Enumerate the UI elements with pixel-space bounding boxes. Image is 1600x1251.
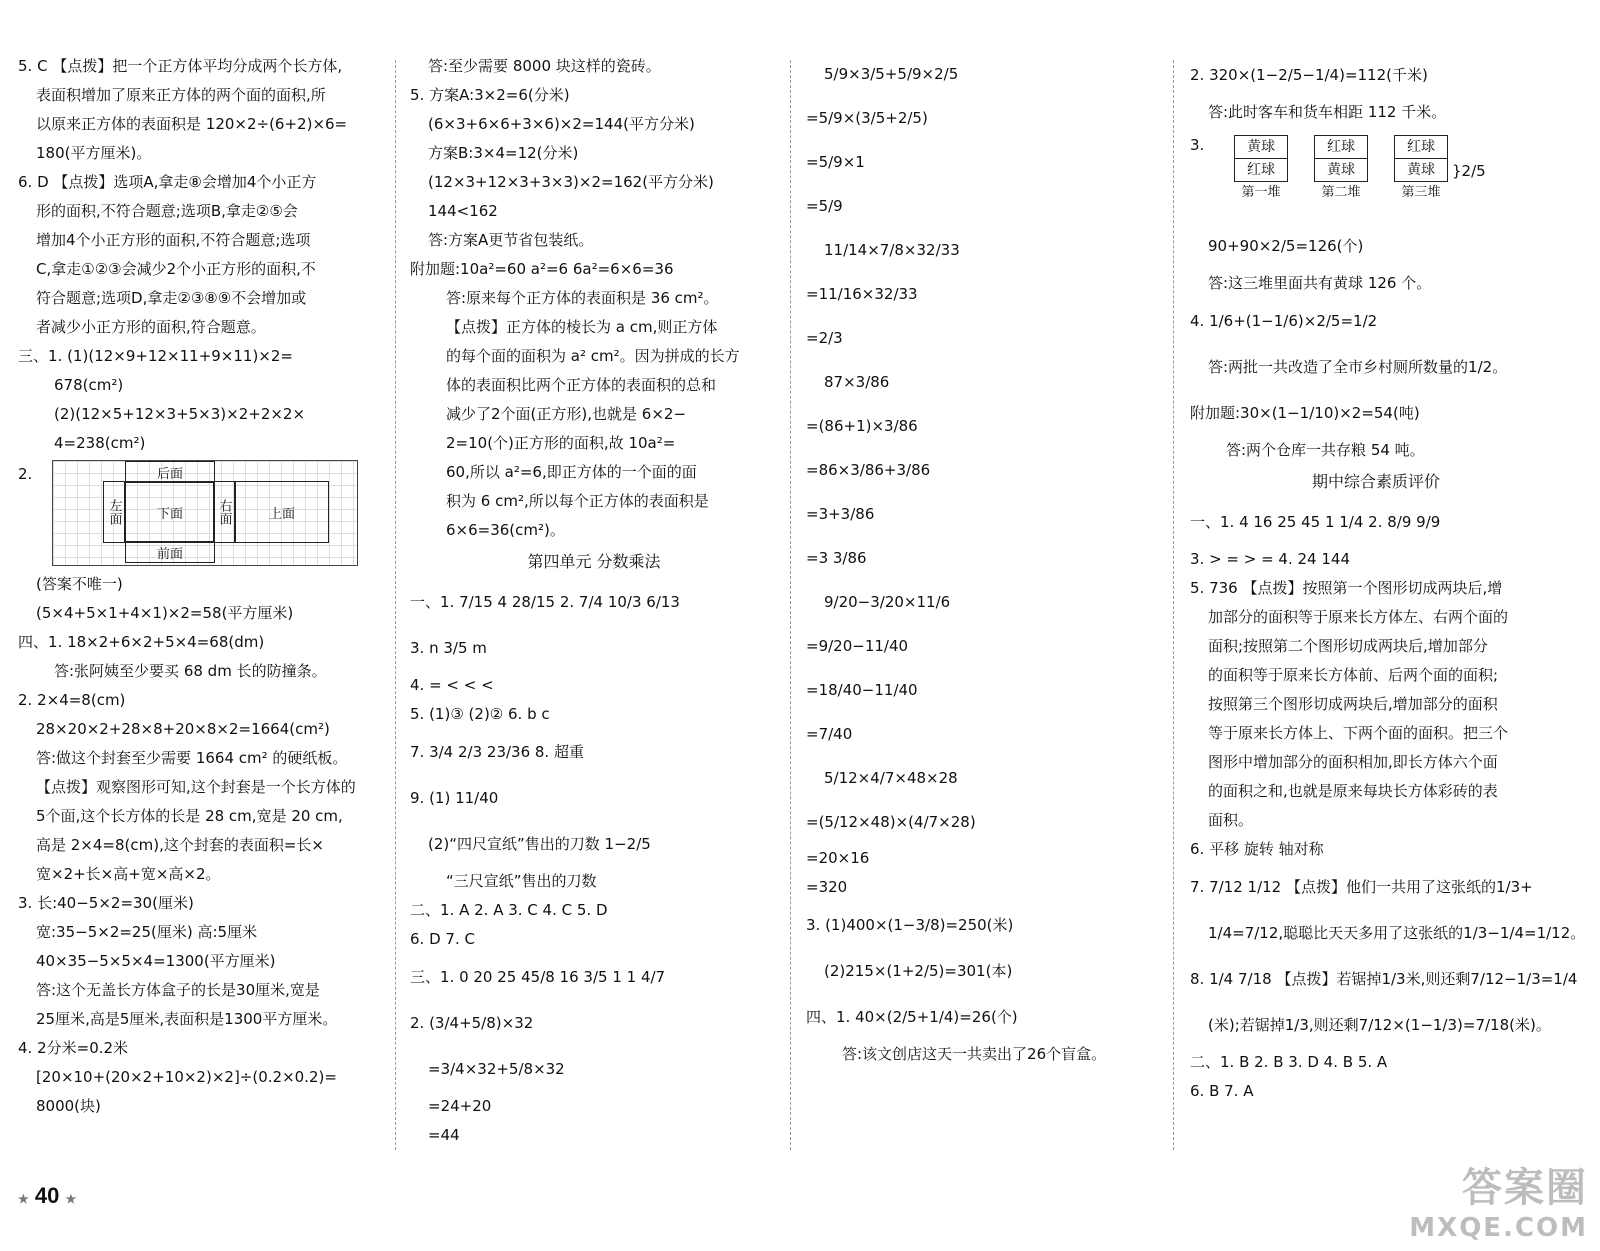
text-line: (2)(12×5+12×3+5×3)×2+2×2× [54,405,306,423]
text-line: =9/20−11/40 [806,637,909,655]
text-line: 以原来正方体的表面积是 120×2÷(6+2)×6= [36,115,348,133]
text-line: 7. 7/12 1/12 【点拨】他们一共用了这张纸的1/3+ [1190,878,1533,896]
ball-box [1394,135,1448,182]
text-line: 答:方案A更节省包装纸。 [428,231,594,249]
ball-bottom-label: 黄球 [1315,158,1367,181]
ball-bottom-label: 黄球 [1395,158,1447,181]
text-line: 二、1. A 2. A 3. C 4. C 5. D [410,901,608,919]
text-line: 四、1. 18×2+6×2+5×4=68(dm) [18,633,265,651]
text-line: 4. 2分米=0.2米 [18,1039,129,1057]
text-line: 答:原来每个正方体的表面积是 36 cm²。 [446,289,719,307]
text-line: 3. > = > = 4. 24 144 [1190,550,1350,568]
text-line: =11/16×32/33 [806,285,918,303]
text-line: 面积。 [1208,811,1254,829]
cuboid-net-diagram [52,460,358,566]
ball-box [1314,135,1368,182]
text-line: 答:至少需要 8000 块这样的瓷砖。 [428,57,661,75]
text-line: “三尺宣纸”售出的刀数 [446,872,597,890]
ball-top-label: 红球 [1327,139,1355,155]
net-face-front: 前面 [125,541,215,563]
ball-top-label: 红球 [1407,139,1435,155]
text-line: 的每个面的面积为 a² cm²。因为拼成的长方 [446,347,740,365]
page-number [18,1183,76,1209]
text-line: (12×3+12×3+3×3)×2=162(平方分米) [428,173,714,191]
text-line: 【点拨】正方体的棱长为 a cm,则正方体 [446,318,718,336]
text-line: =(5/12×48)×(4/7×28) [806,813,976,831]
text-line: =5/9×(3/5+2/5) [806,109,928,127]
page-number-value: 40 [34,1183,60,1208]
text-line: 3. (1)400×(1−3/8)=250(米) [806,916,1014,934]
text-line: =7/40 [806,725,853,743]
net-face-top: 上面 [235,481,329,543]
text-line: 积为 6 cm²,所以每个正方体的表面积是 [446,492,709,510]
text-line: 6. 平移 旋转 轴对称 [1190,840,1324,858]
text-line: 宽×2+长×高+宽×高×2。 [36,865,221,883]
text-line: =86×3/86+3/86 [806,461,931,479]
answer-column-1 [18,52,380,1172]
pile-caption: 第一堆 [1241,185,1281,200]
text-line: 4. 1/6+(1−1/6)×2/5=1/2 [1190,312,1378,330]
text-line: =3+3/86 [806,505,875,523]
net-face-right: 右面 [213,481,235,543]
text-line: 等于原来长方体上、下两个面的面积。把三个 [1208,724,1509,742]
section-heading: 第四单元 分数乘法 [527,552,661,571]
question-label: 3. [1190,136,1205,154]
text-line: 一、1. 7/15 4 28/15 2. 7/4 10/3 6/13 [410,593,680,611]
column-divider [790,60,791,1150]
site-watermark [1409,1156,1588,1243]
text-line: 方案B:3×4=12(分米) [428,144,579,162]
text-line: 11/14×7/8×32/33 [824,241,960,259]
text-line: =5/9 [806,197,843,215]
text-line: =44 [428,1126,460,1144]
text-line: C,拿走①②③会减少2个小正方形的面积,不 [36,260,316,278]
text-line: (5×4+5×1+4×1)×2=58(平方厘米) [36,604,294,622]
text-line: 25厘米,高是5厘米,表面积是1300平方厘米。 [36,1010,338,1028]
text-line: 答:这三堆里面共有黄球 126 个。 [1208,274,1432,292]
text-line: 宽:35−5×2=25(厘米) 高:5厘米 [36,923,258,941]
text-line: =18/40−11/40 [806,681,918,699]
section-heading: 期中综合素质评价 [1311,472,1440,491]
text-line: 5. (1)③ (2)② 6. b c [410,705,550,723]
text-line: 5/12×4/7×48×28 [824,769,958,787]
text-line: 4. = < < < [410,676,494,694]
text-line: 5. C 【点拨】把一个正方体平均分成两个长方体, [18,57,343,75]
text-line: (2)“四尺宣纸”售出的刀数 1−2/5 [428,835,651,853]
text-line: (6×3+6×6+3×6)×2=144(平方分米) [428,115,695,133]
text-line: =24+20 [428,1097,492,1115]
text-line: 5. 方案A:3×2=6(分米) [410,86,570,104]
text-line: =(86+1)×3/86 [806,417,918,435]
question-label: 2. [18,465,33,483]
text-line: 增加4个小正方形的面积,不符合题意;选项 [36,231,311,249]
text-line: =20×16 [806,849,870,867]
text-line: 60,所以 a²=6,即正方体的一个面的面 [446,463,697,481]
text-line: 高是 2×4=8(cm),这个封套的表面积=长× [36,836,325,854]
text-line: =3 3/86 [806,549,867,567]
net-face-left: 左面 [103,481,125,543]
ball-pile [1314,135,1368,204]
text-line: 90+90×2/5=126(个) [1208,237,1364,255]
text-line: 表面积增加了原来正方体的两个面的面积,所 [36,86,326,104]
star-icon: ★ [18,1192,29,1206]
text-line: 3. n 3/5 m [410,639,487,657]
text-line: 体的表面积比两个正方体的表面积的总和 [446,376,717,394]
text-line: 2. (3/4+5/8)×32 [410,1014,534,1032]
text-line: 的面积之和,也就是原来每块长方体彩砖的表 [1208,782,1498,800]
text-line: 答:这个无盖长方体盒子的长是30厘米,宽是 [36,981,320,999]
ball-diagram-block [1190,131,1562,223]
text-line: 1/4=7/12,聪聪比天天多用了这张纸的1/3−1/4=1/12。 [1208,924,1586,942]
text-line: 9. (1) 11/40 [410,789,499,807]
text-line: 加部分的面积等于原来长方体左、右两个面的 [1208,608,1509,626]
text-line: 2=10(个)正方形的面积,故 10a²= [446,434,676,452]
text-line: 一、1. 4 16 25 45 1 1/4 2. 8/9 9/9 [1190,513,1441,531]
text-line: 180(平方厘米)。 [36,144,152,162]
net-face-back: 后面 [125,461,215,483]
text-line: 四、1. 40×(2/5+1/4)=26(个) [806,1008,1018,1026]
text-line: 答:此时客车和货车相距 112 千米。 [1208,103,1447,121]
text-line: 形的面积,不符合题意;选项B,拿走②⑤会 [36,202,298,220]
text-line: =5/9×1 [806,153,865,171]
pile-caption: 第三堆 [1401,185,1441,200]
text-line: =320 [806,878,848,896]
text-line: 附加题:30×(1−1/10)×2=54(吨) [1190,404,1420,422]
ball-piles [1234,135,1486,204]
ball-bottom-label: 红球 [1235,158,1287,181]
text-line: 三、1. (1)(12×9+12×11+9×11)×2= [18,347,293,365]
text-line: 6×6=36(cm²)。 [446,521,565,539]
ball-pile [1394,135,1448,204]
ball-box [1234,135,1288,182]
text-line: 面积;按照第二个图形切成两块后,增加部分 [1208,637,1488,655]
text-line: 5. 736 【点拨】按照第一个图形切成两块后,增 [1190,579,1503,597]
text-line: 者减少小正方形的面积,符合题意。 [36,318,266,336]
text-line: 5个面,这个长方体的长是 28 cm,宽是 20 cm, [36,807,343,825]
ball-top-label: 黄球 [1247,139,1275,155]
text-line: 图形中增加部分的面积相加,即长方体六个面 [1208,753,1498,771]
text-line: =3/4×32+5/8×32 [428,1060,565,1078]
text-line: 2. 320×(1−2/5−1/4)=112(千米) [1190,66,1428,84]
column-divider [1173,60,1174,1150]
text-line: 答:该文创店这天一共卖出了26个盲盒。 [842,1045,1107,1063]
watermark-url: MXQE.COM [1409,1213,1588,1243]
watermark-logo-text: 答案圈 [1462,1165,1588,1211]
text-line: 678(cm²) [54,376,124,394]
text-line: 答:做这个封套至少需要 1664 cm² 的硬纸板。 [36,749,348,767]
text-line: 8000(块) [36,1097,101,1115]
net-diagram-block [18,460,380,566]
text-line: 6. B 7. A [1190,1082,1254,1100]
ball-pile [1234,135,1288,204]
text-line: 7. 3/4 2/3 23/36 8. 超重 [410,743,584,761]
text-line: 二、1. B 2. B 3. D 4. B 5. A [1190,1053,1388,1071]
text-line: 答:两批一共改造了全市乡村厕所数量的1/2。 [1208,358,1508,376]
text-line: 6. D 【点拨】选项A,拿走⑧会增加4个小正方 [18,173,317,191]
text-line: 144<162 [428,202,498,220]
text-line: 2. 2×4=8(cm) [18,691,126,709]
text-line: 6. D 7. C [410,930,475,948]
text-line: 的面积等于原来长方体前、后两个面的面积; [1208,666,1499,684]
text-line: 9/20−3/20×11/6 [824,593,951,611]
column-divider [395,60,396,1150]
pile-caption: 第二堆 [1321,185,1361,200]
text-line: 答:两个仓库一共存粮 54 吨。 [1226,441,1425,459]
text-line: 28×20×2+28×8+20×8×2=1664(cm²) [36,720,330,738]
star-icon: ★ [65,1192,77,1206]
text-line: 符合题意;选项D,拿走②③⑧⑨不会增加或 [36,289,307,307]
answer-column-2 [410,52,778,1172]
text-line: 3. 长:40−5×2=30(厘米) [18,894,194,912]
text-line: 答:张阿姨至少要买 68 dm 长的防撞条。 [54,662,327,680]
text-line: 40×35−5×5×4=1300(平方厘米) [36,952,276,970]
text-line: 三、1. 0 20 25 45/8 16 3/5 1 1 4/7 [410,968,666,986]
text-line: (2)215×(1+2/5)=301(本) [824,962,1013,980]
text-line: 4=238(cm²) [54,434,146,452]
text-line: 8. 1/4 7/18 【点拨】若锯掉1/3米,则还剩7/12−1/3=1/4 [1190,970,1578,988]
text-line: 87×3/86 [824,373,890,391]
text-line: 附加题:10a²=60 a²=6 6a²=6×6=36 [410,260,674,278]
net-face-bottom: 下面 [125,481,215,543]
text-line: 【点拨】观察图形可知,这个封套是一个长方体的 [36,778,356,796]
text-line: [20×10+(20×2+10×2)×2]÷(0.2×0.2)= [36,1068,337,1086]
fraction-brace-label: }2/5 [1452,162,1486,180]
text-line: 5/9×3/5+5/9×2/5 [824,65,959,83]
text-line: 减少了2个面(正方形),也就是 6×2− [446,405,687,423]
answer-column-3 [806,52,1158,1172]
text-line: =2/3 [806,329,843,347]
answer-column-4 [1190,52,1586,1172]
text-line: (米);若锯掉1/3,则还剩7/12×(1−1/3)=7/18(米)。 [1208,1016,1551,1034]
text-line: (答案不唯一) [36,575,123,593]
text-line: 按照第三个图形切成两块后,增加部分的面积 [1208,695,1498,713]
